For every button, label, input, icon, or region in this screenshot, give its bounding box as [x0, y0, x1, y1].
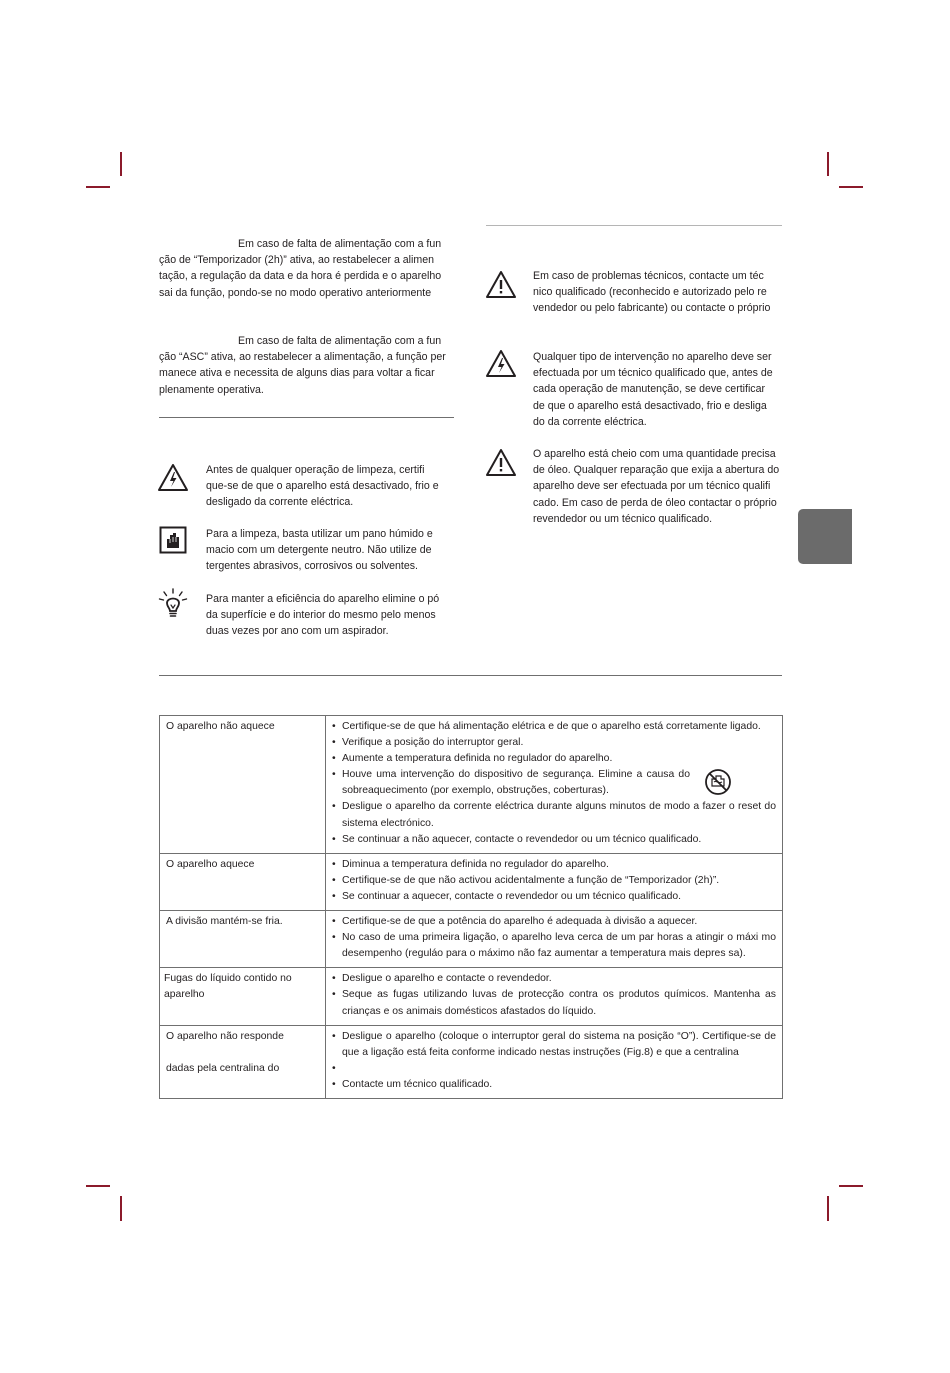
problem-label: O aparelho aquece	[166, 858, 255, 870]
table-row	[160, 716, 783, 854]
solution-item: • Se continuar a não aquecer, contacte o revendedor ou um técnico qualificado.	[332, 832, 776, 848]
solution-item: • No caso de uma primeira ligação, o aparelho leva cerca de um par horas a atingir o máxi mo desempenho (reguláo para o máximo não faz aumentar a temperatura mais depres sa).	[332, 930, 776, 962]
table-row	[160, 853, 783, 910]
lightbulb-tip-icon	[158, 588, 188, 620]
cleaning-cloth-icon	[159, 526, 187, 554]
section-divider	[159, 417, 454, 418]
problem-cell	[160, 853, 326, 910]
table-row	[160, 911, 783, 968]
solution-item: • Certifique-se de que a potência do aparelho é adequada à divisão a aquecer.	[332, 914, 776, 930]
crop-mark	[86, 1185, 110, 1187]
troubleshooting-table	[159, 715, 783, 1099]
solution-item: • Houve uma intervenção do dispositivo de segurança. Elimine a causa do sobreaquecimento (por exemplo, obstruções, coberturas).	[332, 767, 776, 799]
solution-list	[332, 857, 776, 905]
section-divider	[159, 675, 782, 676]
solution-item: • Desligue o aparelho e contacte o revendedor.	[332, 971, 776, 987]
solution-cell	[326, 968, 783, 1025]
crop-mark	[120, 152, 122, 176]
solution-item: • Certifique-se de que há alimentação elétrica e de que o aparelho está corretamente ligado.	[332, 719, 776, 735]
warning-triangle-icon	[485, 448, 517, 478]
warning-triangle-icon	[485, 270, 517, 300]
solution-list	[332, 1029, 776, 1093]
crop-mark	[827, 152, 829, 176]
solution-item: • Diminua a temperatura definida no regulador do aparelho.	[332, 857, 776, 873]
problem-label: O aparelho não responde	[166, 1030, 284, 1042]
solution-item: • Seque as fugas utilizando luvas de protecção contra os produtos químicos. Mantenha as crianças e os animais domésticos afastados do líquido.	[332, 987, 776, 1019]
technical-problems-note: Em caso de problemas técnicos, contacte um téc nico qualificado (reconhecido e autorizado pelo re vendedor ou pelo fabricante) ou contacte o próprio	[533, 270, 771, 315]
solution-item: • Desligue o aparelho (coloque o interruptor geral do sistema na posição “O”). Certifique-se de que a ligação está feita conforme indicado nestas instruções (Fig.8) e que a centralina	[332, 1029, 776, 1061]
table-row	[160, 968, 783, 1025]
cleaning-safety-note: Antes de qualquer operação de limpeza, certifi que-se de que o aparelho está desactivado, frio e desligado da corrente eléctrica.	[206, 464, 439, 509]
solution-list	[332, 971, 776, 1019]
problem-label: A divisão mantém-se fria.	[166, 916, 283, 928]
crop-mark	[86, 186, 110, 188]
solution-item: • Certifique-se de que não activou acidentalmente a função de “Temporizador (2h)”.	[332, 873, 776, 889]
do-not-cover-icon	[704, 768, 732, 796]
cleaning-cloth-note: Para a limpeza, basta utilizar um pano húmido e macio com um detergente neutro. Não utilize de tergentes abrasivos, corrosivos ou solventes.	[206, 528, 433, 573]
solution-list	[332, 914, 776, 962]
electric-hazard-icon	[157, 463, 189, 493]
crop-mark	[839, 1185, 863, 1187]
solution-item: • Verifique a posição do interruptor geral.	[332, 735, 776, 751]
crop-mark	[120, 1196, 122, 1221]
oil-note: O aparelho está cheio com uma quantidade precisa de óleo. Qualquer reparação que exija a abertura do aparelho deve ser efectuada por um técnico qualifi cado. Em caso de perda de óleo contactar o próprio revendedor ou um técnico qualificado.	[533, 448, 780, 525]
solution-item: • Desligue o aparelho da corrente eléctrica durante alguns minutos de modo a fazer o reset do sistema electrónico.	[332, 799, 776, 831]
problem-cell	[160, 968, 326, 1025]
crop-mark	[827, 1196, 829, 1221]
solution-item: • Contacte um técnico qualificado.	[332, 1077, 776, 1093]
table-row	[160, 1025, 783, 1098]
problem-label: Fugas do líquido contido no aparelho	[164, 973, 292, 1001]
crop-mark	[839, 186, 863, 188]
solution-cell	[326, 716, 783, 854]
solution-item: • Aumente a temperatura definida no regulador do aparelho.	[332, 751, 776, 767]
solution-cell	[326, 1025, 783, 1098]
electric-hazard-icon	[485, 349, 517, 379]
cleaning-tip-note: Para manter a eficiência do aparelho elimine o pó da superfície e do interior do mesmo pelo menos duas vezes por ano com um aspirador.	[206, 593, 440, 638]
section-tab	[798, 509, 852, 564]
problem-label: O aparelho não aquece	[166, 721, 275, 732]
problem-label: dadas pela centralina do	[166, 1062, 280, 1074]
power-failure-timer-note: Em caso de falta de alimentação com a fun ção de “Temporizador (2h)” ativa, ao restabelecer a alimen tação, a regulação da data e da hora é perdida e o aparelho sai da função, pondo-se no modo operativo anteriormente	[159, 238, 442, 299]
solution-cell	[326, 911, 783, 968]
problem-cell	[160, 911, 326, 968]
problem-cell	[160, 1025, 326, 1098]
solution-cell	[326, 853, 783, 910]
problem-cell	[160, 716, 326, 854]
power-failure-asc-note: Em caso de falta de alimentação com a fun ção “ASC” ativa, ao restabelecer a alimentação, a função per manece ativa e necessita de alguns dias para voltar a ficar plenamente operativa.	[159, 335, 446, 396]
section-divider	[486, 225, 782, 226]
intervention-note: Qualquer tipo de intervenção no aparelho deve ser efectuada por um técnico qualificado que, antes de cada operação de manutenção, se deve certificar de que o aparelho está desactivado, frio e desliga do da corrente eléctrica.	[533, 351, 773, 428]
solution-item: • Se continuar a aquecer, contacte o revendedor ou um técnico qualificado.	[332, 889, 776, 905]
